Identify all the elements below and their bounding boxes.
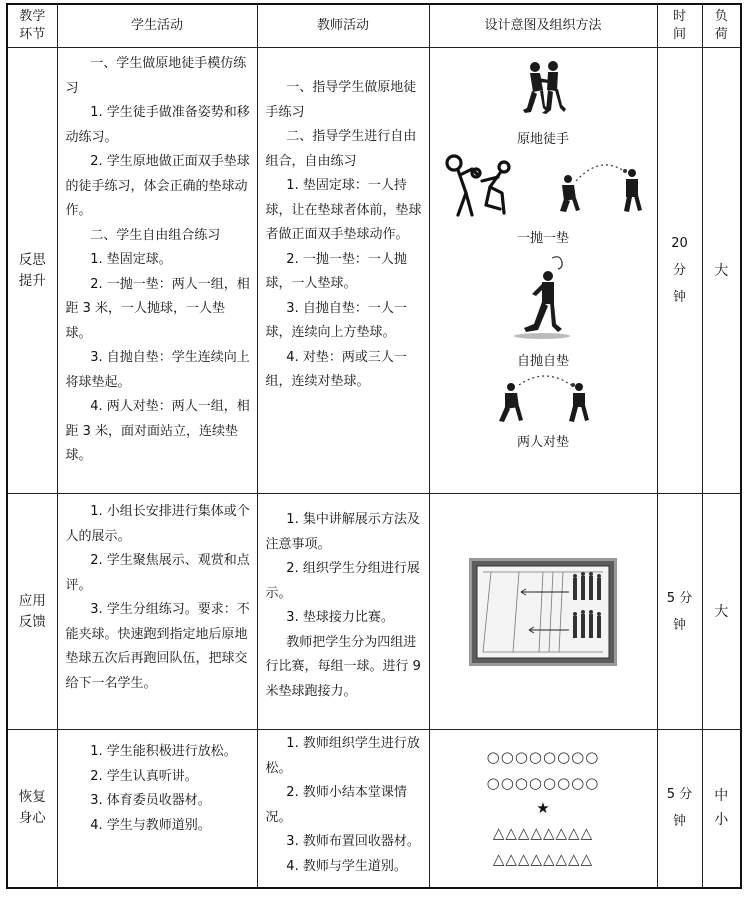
list-item: 4. 两人对垫：两人一组，相距 3 米，面对面站立，连续垫球。 (65, 399, 250, 463)
toss-silhouettes (554, 159, 646, 215)
student-activity-cell (57, 730, 257, 888)
teacher-activity-cell (257, 494, 429, 730)
list-item: 1. 学生能积极进行放松。 (90, 744, 237, 759)
list-item: 2. 组织学生分组进行展示。 (265, 561, 420, 601)
list-item: 1. 垫固定球：一人持球，让在垫球者体前，垫球者做正面双手垫球动作。 (265, 178, 422, 242)
list-item: 2. 一抛一垫：两人一组，相距 3 米，一人抛球，一人垫球。 (65, 276, 250, 341)
header-time: 时间 (657, 4, 702, 48)
list-item: 3. 自抛自垫：学生连续向上将球垫起。 (65, 350, 250, 390)
header-stage: 教学环节 (7, 4, 57, 48)
list-item: 2. 一抛一垫：一人抛球，一人垫球。 (265, 251, 407, 291)
self-pass-figure (508, 254, 578, 344)
formation-circles-row: ○○○○○○○○ (486, 748, 600, 767)
partner-pass-figure (493, 375, 593, 425)
list-item: 1. 垫固定球。 (90, 252, 172, 267)
relay-court-figure (469, 558, 617, 666)
load-cell: 大 (702, 494, 741, 730)
formation-cell (429, 730, 657, 888)
formation-triangles-row: △△△△△△△△ (492, 824, 594, 843)
list-item: 一、学生做原地徒手模仿练习 (65, 56, 247, 96)
student-activity-cell (57, 48, 257, 494)
list-item: 4. 学生与教师道别。 (90, 817, 211, 833)
teacher-activity-cell (257, 730, 429, 888)
stance-figure (513, 58, 573, 118)
header-design: 设计意图及组织方法 (429, 4, 657, 48)
time-cell: 5 分 钟 (657, 494, 702, 730)
design-cell (429, 494, 657, 730)
list-item: 1. 学生徒手做准备姿势和移动练习。 (65, 105, 250, 145)
stage-cell: 恢复身心 (7, 730, 57, 888)
table-row (7, 494, 741, 730)
list-item: 二、学生自由组合练习 (90, 227, 221, 243)
list-item: 4. 教师与学生道别。 (286, 858, 407, 874)
list-item: 3. 教师布置回收器材。 (286, 834, 420, 849)
table-row (7, 730, 741, 888)
list-item: 3. 自抛自垫：一人一球，连续向上方垫球。 (265, 300, 407, 340)
formation-triangles-row: △△△△△△△△ (492, 850, 594, 869)
list-item: 1. 小组长安排进行集体或个人的展示。 (65, 504, 250, 544)
stage-cell: 反思提升 (7, 48, 57, 494)
stick-figures (442, 153, 538, 223)
load-cell: 大 (702, 48, 741, 494)
toss-pass-figure (430, 153, 657, 223)
header-load: 负荷 (702, 4, 741, 48)
header-row (7, 4, 741, 48)
list-item: 3. 体育委员收器材。 (90, 793, 211, 808)
list-item: 二、指导学生进行自由组合，自由练习 (265, 129, 417, 169)
list-item: 3. 学生分组练习。要求：不能夹球。快速跑到指定地后原地垫球五次后再跑回队伍，把球交给下一名学生。 (65, 602, 250, 691)
teacher-star-icon: ★ (536, 799, 550, 818)
student-activity-cell (57, 494, 257, 730)
design-cell (429, 48, 657, 494)
load-cell: 中 小 (702, 730, 741, 888)
caption-self-pass: 自抛自垫 (516, 354, 569, 369)
list-item: 3. 垫球接力比赛。 (286, 610, 394, 625)
table-row (7, 48, 741, 494)
lesson-plan-table (6, 3, 742, 889)
caption-stance: 原地徒手 (516, 132, 569, 147)
time-cell: 5 分 钟 (657, 730, 702, 888)
list-item: 2. 学生原地做正面双手垫球的徒手练习，体会正确的垫球动作。 (65, 154, 250, 218)
time-cell: 20 分 钟 (657, 48, 702, 494)
list-item: 2. 教师小结本堂课情况。 (265, 785, 407, 825)
stage-cell: 应用反馈 (7, 494, 57, 730)
list-item: 教师把学生分为四组进行比赛，每组一球。进行 9 米垫球跑接力。 (265, 634, 421, 699)
caption-partner-pass: 两人对垫 (516, 435, 569, 450)
list-item: 一、指导学生做原地徒手练习 (265, 80, 417, 120)
header-student: 学生活动 (57, 4, 257, 48)
header-teacher: 教师活动 (257, 4, 429, 48)
list-item: 1. 集中讲解展示方法及注意事项。 (265, 512, 420, 552)
caption-toss-pass: 一抛一垫 (516, 231, 569, 246)
teacher-activity-cell (257, 48, 429, 494)
list-item: 2. 学生聚焦展示、观赏和点评。 (65, 553, 250, 593)
list-item: 4. 对垫：两或三人一组，连续对垫球。 (265, 349, 407, 389)
list-item: 2. 学生认真听讲。 (90, 768, 198, 784)
list-item: 1. 教师组织学生进行放松。 (265, 736, 420, 776)
formation-circles-row: ○○○○○○○○ (486, 774, 600, 793)
